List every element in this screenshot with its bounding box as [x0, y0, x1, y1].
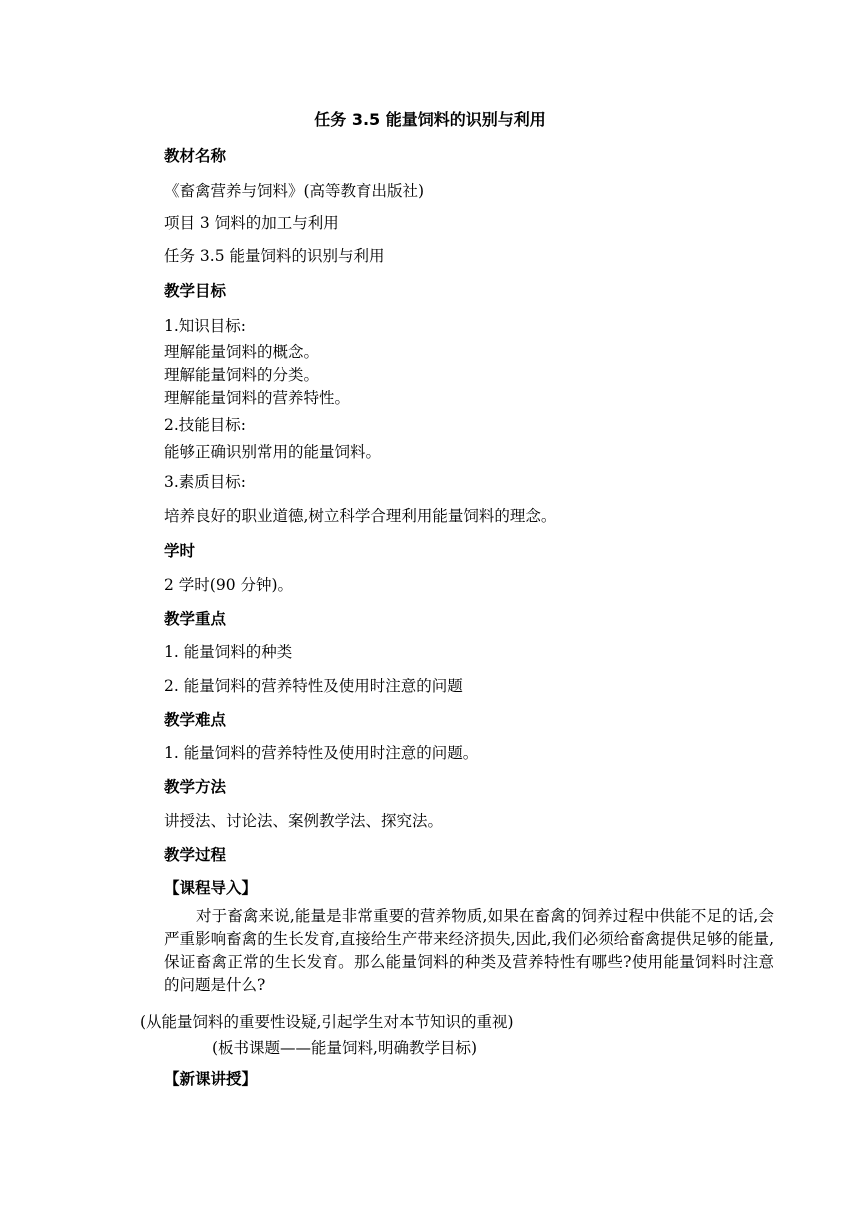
methods-text: 讲授法、讨论法、案例教学法、探究法。 [164, 812, 444, 830]
textbook-line: 任务 3.5 能量饲料的识别与利用 [164, 247, 385, 265]
skill-label: 2.技能目标: [164, 416, 247, 434]
textbook-line: 《畜禽营养与饲料》(高等教育出版社) [164, 182, 425, 200]
textbook-heading: 教材名称 [164, 147, 227, 165]
intro-note: (从能量饲料的重要性设疑,引起学生对本节知识的重视) [140, 1013, 514, 1031]
intro-paragraph: 对于畜禽来说,能量是非常重要的营养物质,如果在畜禽的饲养过程中供能不足的话,会严重影响畜禽的生长发育,直接给生产带来经济损失,因此,我们必须给畜禽提供足够的能量,保证畜禽正常的生长发育。那么能量饲料的种类及营养特性有哪些?使用能量饲料时注意的问题是什么? [164, 907, 774, 994]
new-lesson-heading: 【新课讲授】 [164, 1070, 258, 1088]
page-title: 任务 3.5 能量饲料的识别与利用 [314, 110, 546, 129]
textbook-line: 项目 3 饲料的加工与利用 [164, 214, 339, 232]
difficulties-heading: 教学难点 [164, 711, 227, 729]
knowledge-item: 理解能量饲料的分类。 [164, 366, 320, 384]
hours-text: 2 学时(90 分钟)。 [164, 576, 294, 594]
key-point-item: 2. 能量饲料的营养特性及使用时注意的问题 [164, 677, 463, 695]
knowledge-label: 1.知识目标: [164, 317, 247, 335]
knowledge-item: 理解能量饲料的概念。 [164, 343, 320, 361]
difficulty-item: 1. 能量饲料的营养特性及使用时注意的问题。 [164, 744, 479, 762]
quality-label: 3.素质目标: [164, 473, 247, 491]
hours-heading: 学时 [164, 542, 196, 560]
intro-heading: 【课程导入】 [164, 879, 258, 897]
objectives-heading: 教学目标 [164, 282, 227, 300]
key-points-heading: 教学重点 [164, 610, 227, 628]
board-note: (板书课题——能量饲料,明确教学目标) [212, 1039, 478, 1057]
methods-heading: 教学方法 [164, 778, 227, 796]
quality-item: 培养良好的职业道德,树立科学合理利用能量饲料的理念。 [164, 507, 557, 525]
skill-item: 能够正确识别常用的能量饲料。 [164, 443, 382, 461]
key-point-item: 1. 能量饲料的种类 [164, 643, 293, 661]
process-heading: 教学过程 [164, 846, 227, 864]
knowledge-item: 理解能量饲料的营养特性。 [164, 389, 351, 407]
